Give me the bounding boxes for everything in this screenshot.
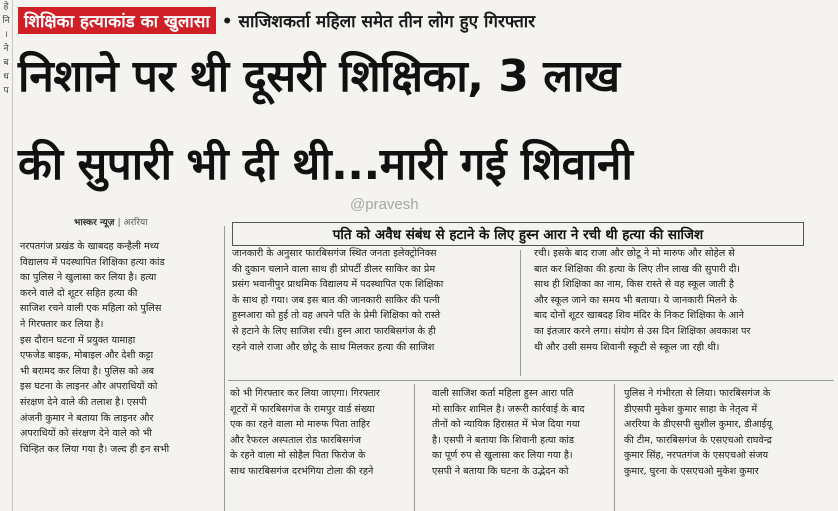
- text-line: वाली साजिश कर्ता महिला हुस्न आरा पति: [432, 388, 574, 399]
- text-line: एफजेड बाइक, मोबाइल और देशी कट्टा: [20, 350, 154, 362]
- text-line: मो साकिर शामिल है। जरूरी कार्रवाई के बाद: [432, 403, 585, 415]
- margin-fragment: प: [3, 86, 9, 96]
- text-line: की टीम, फारबिसगंज के एसएचओ राघवेन्द्र: [624, 434, 772, 446]
- byline-place: | अररिया: [117, 218, 148, 228]
- text-line: को भी गिरफ्तार कर लिया जाएगा। गिरफ्तार: [230, 388, 380, 399]
- text-line: अंजनी कुमार ने बताया कि लाइनर और: [20, 412, 154, 424]
- text-line: बात कर शिक्षिका की हत्या के लिए तीन लाख की सुपारी दी।: [534, 263, 740, 275]
- text-line: विद्यालय में पदस्थापित शिक्षिका हत्या कांड: [20, 256, 165, 268]
- article-column-1: [20, 239, 220, 511]
- column-divider: [614, 384, 615, 511]
- text-line: रची। इसके बाद राजा और छोटू ने मो मारुफ और सोहेल से: [534, 248, 735, 259]
- text-line: एसपी ने बताया कि घटना के उद्भेदन को: [432, 465, 569, 477]
- text-line: एक का रहने वाला मो मारुफ पिता ताहिर: [230, 419, 370, 431]
- text-line: हुस्नआरा को हुई तो वह अपने पति के प्रेमी शिक्षिका को रास्ते: [232, 310, 441, 322]
- article-column-6: [624, 386, 814, 511]
- byline-agency: भास्कर न्यूज़: [74, 218, 118, 228]
- text-line: इस घटना के लाइनर और अपराधियों को: [20, 381, 158, 393]
- text-line: तीनों को न्यायिक हिरासत में भेज दिया गया: [432, 419, 580, 431]
- text-line: साथ फारबिसगंज दरभंगिया टोला की रहने: [230, 465, 374, 477]
- left-margin-strip: [0, 0, 13, 511]
- margin-fragment: नि: [2, 16, 10, 26]
- byline: [74, 215, 148, 228]
- kicker-red-label: शिक्षिका हत्याकांड का खुलासा: [18, 7, 216, 34]
- text-line: और स्कूल जाने का समय भी बताया। ये जानकारी मिलने के: [534, 294, 737, 306]
- column-divider: [520, 250, 521, 376]
- text-line: भी बरामद कर लिया है। पुलिस को अब: [20, 365, 154, 377]
- text-line: कुमार सिंह, नरपतगंज के एसएचओ संजय: [624, 450, 769, 462]
- text-line: की दुकान चलाने वाला साथ ही प्रोपर्टी डीलर साकिर का प्रेम: [232, 263, 436, 275]
- horizontal-divider: [228, 380, 834, 381]
- text-line: का पूर्ण रुप से खुलासा कर लिया गया है।: [432, 450, 573, 462]
- article-column-4: [230, 386, 398, 511]
- column-divider: [414, 384, 415, 511]
- kicker-row: [18, 6, 830, 34]
- text-line: करने वाले दो शूटर सहित हत्या की: [20, 287, 138, 299]
- text-line: का पुलिस ने खुलासा कर लिया है। हत्या: [20, 272, 157, 284]
- kicker-subline: • साजिशकर्ता महिला समेत तीन लोग हुए गिरफ्तार: [221, 11, 536, 32]
- margin-fragment: हे: [3, 2, 9, 12]
- text-line: शूटरों में फारबिसगंज के रामपुर वार्ड संख्या: [230, 403, 375, 415]
- text-line: पुलिस ने गंभीरता से लिया। फारबिसगंज के: [624, 388, 771, 399]
- text-line: है। एसपी ने बताया कि शिवानी हत्या कांड: [432, 434, 575, 446]
- margin-fragment: ध: [3, 72, 9, 82]
- article-column-5: [432, 386, 600, 511]
- article-column-2: [232, 246, 504, 376]
- margin-fragment: ।: [4, 30, 8, 40]
- text-line: के साथ हो गया। जब इस बात की जानकारी साकिर की पत्नी: [232, 294, 440, 306]
- text-line: और रैफरल अस्पताल रोड फारबिसगंज: [230, 434, 361, 446]
- margin-fragment: ने: [3, 44, 9, 54]
- text-line: के रहने वाला मो सोहैल पिता फिरोज के: [230, 450, 366, 462]
- article-column-3: [534, 246, 804, 376]
- text-line: का इंतजार करने लगा। संयोग से उस दिन शिक्षिका अवकाश पर: [534, 325, 751, 337]
- text-line: चिन्हित कर लिया गया है। जल्द ही इन सभी: [20, 443, 170, 455]
- headline-line-2: की सुपारी भी दी थी...मारी गई शिवानी: [18, 139, 633, 190]
- text-line: कुमार, घुरना के एसएचओ मुकेश कुमार: [624, 465, 759, 477]
- margin-fragment: ब: [3, 58, 9, 68]
- column-divider: [224, 226, 225, 511]
- text-line: संरक्षण देने वाले की तलाश है। एसपी: [20, 396, 147, 408]
- text-line: रहने वाले राजा और छोटू के साथ मिलकर हत्या की साजिश: [232, 341, 435, 353]
- text-line: प्रसंग भवानीपुर प्राथमिक विद्यालय में पदस्थापित एक शिक्षिका: [232, 279, 444, 291]
- text-line: अपराधियों को संरक्षण देने वाले को भी: [20, 428, 152, 440]
- text-line: नरपतगंज प्रखंड के खाबदह कन्हैली मध्य: [20, 241, 159, 252]
- text-line: साजिश रचने वाली एक महिला को पुलिस: [20, 303, 162, 315]
- text-line: जानकारी के अनुसार फारबिसगंज स्थित जनता इलेक्ट्रोनिक्स: [232, 248, 437, 259]
- text-line: डीएसपी मुकेश कुमार साहा के नेतृत्व में: [624, 403, 758, 415]
- text-line: थी और उसी समय शिवानी स्कूटी से स्कूल जा रही थी।: [534, 341, 720, 353]
- headline-line-1: निशाने पर थी दूसरी शिक्षिका, 3 लाख: [18, 51, 620, 102]
- text-line: अररिया के डीएसपी सुशील कुमार, डीआईयू: [624, 419, 772, 431]
- text-line: साथ ही शिक्षिका का नाम, किस रास्ते से वह स्कूल जाती है: [534, 279, 735, 291]
- subheadline-box: [232, 222, 804, 246]
- text-line: से हटाने के लिए साजिश रची। हुस्न आरा फारबिसगंज के ही: [232, 325, 436, 337]
- text-line: बाद दोनों शूटर खाबदह शिव मंदिर के निकट शिक्षिका के आने: [534, 310, 744, 322]
- watermark: @pravesh: [350, 196, 419, 213]
- subheadline: पति को अवैध संबंध से हटाने के लिए हुस्न आरा ने रची थी हत्या की साजिश: [332, 227, 704, 243]
- text-line: इस दौरान घटना में प्रयुक्त यामाहा: [20, 334, 136, 346]
- text-line: ने गिरफ्तार कर लिया है।: [20, 318, 104, 330]
